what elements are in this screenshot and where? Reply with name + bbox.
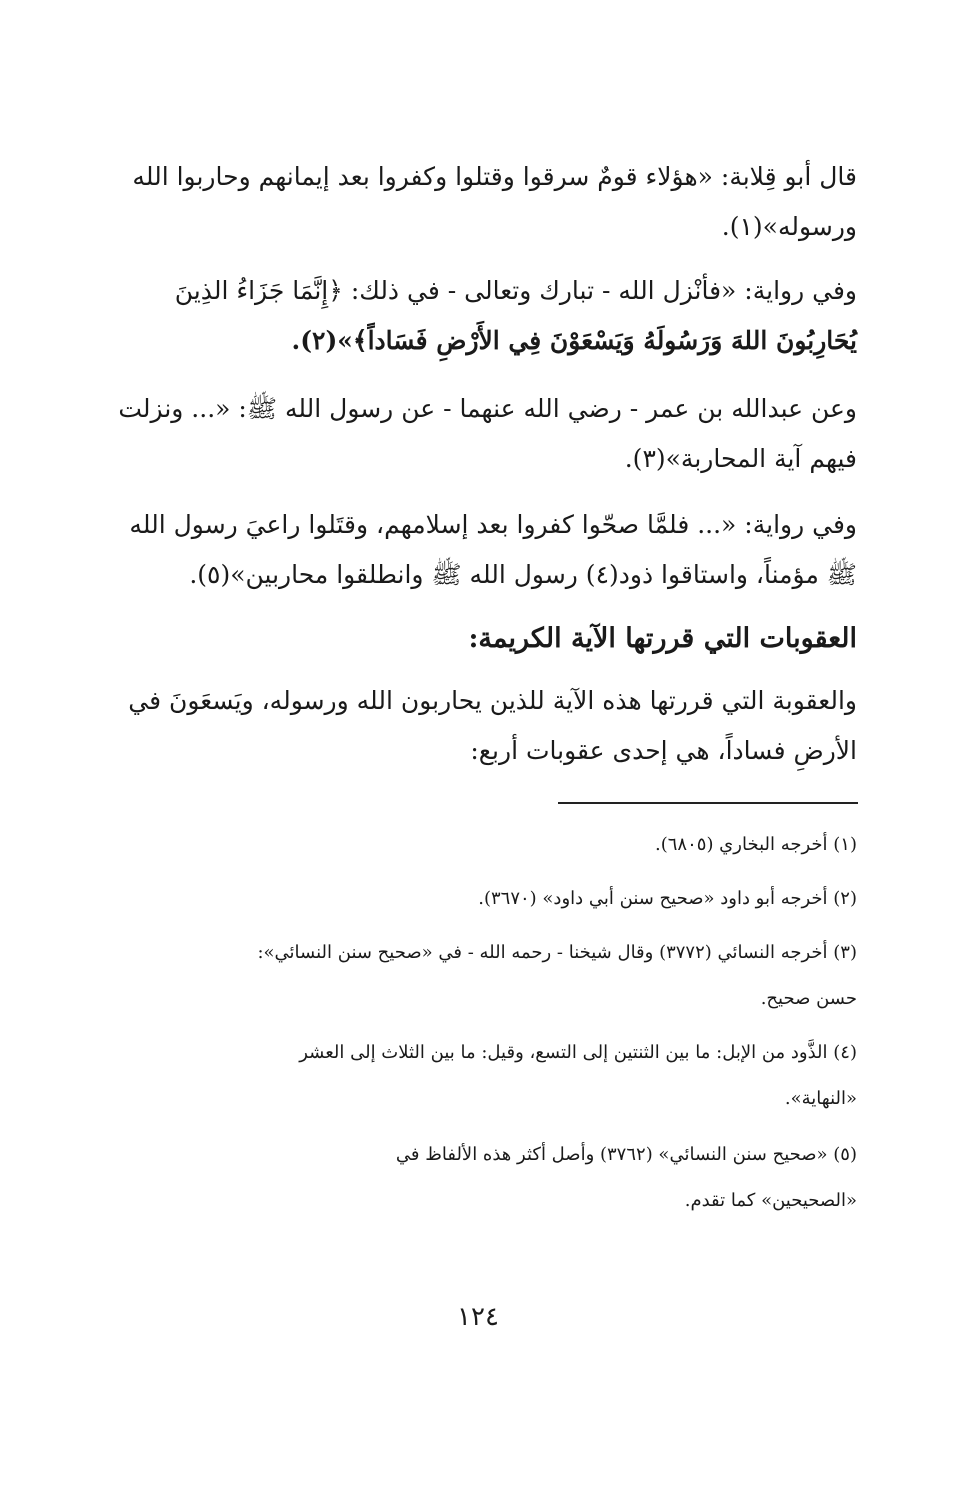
text-line: ﷺ مؤمناً، واستاقوا ذود(٤) رسول الله ﷺ وانطلقوا محاربين»(٥). <box>189 560 857 589</box>
footnote-separator <box>558 802 858 804</box>
paragraph-punishment <box>95 676 857 776</box>
quran-verse-line: يُحَارِبُونَ اللهَ وَرَسُولَهُ وَيَسْعَوْنَ فِي الأَرْضِ فَسَاداً﴾»(٢). <box>291 326 857 355</box>
footnote-line: حسن صحيح. <box>760 988 857 1009</box>
footnote-line: (١) أخرجه البخاري (٦٨٠٥). <box>655 834 857 855</box>
footnote-line: «النهاية». <box>784 1088 857 1109</box>
text-line: قال أبو قِلابة: «هؤلاء قومٌ سرقوا وقتلوا وكفروا بعد إيمانهم وحاربوا الله <box>132 162 857 191</box>
footnote-line: (٣) أخرجه النسائي (٣٧٧٢) وقال شيخنا - رحمه الله - في «صحيح سنن النسائي»: <box>257 942 857 963</box>
paragraph-riwayah-2 <box>95 500 857 600</box>
text-line: فيهم آية المحاربة»(٣). <box>624 444 857 473</box>
footnote-5 <box>95 1132 857 1224</box>
footnote-line: «الصحيحين» كما تقدم. <box>684 1190 857 1211</box>
section-heading: العقوبات التي قررتها الآية الكريمة: <box>468 623 857 654</box>
paragraph-abu-qilabah <box>95 152 857 252</box>
footnote-2 <box>95 876 857 922</box>
text-line: ورسوله»(١). <box>721 212 857 241</box>
text-line: وفي رواية: «فأنْزل الله - تبارك وتعالى - في ذلك: ﴿إِنَّمَا جَزَاءُ الذِينَ <box>174 276 857 305</box>
text-line: والعقوبة التي قررتها هذه الآية للذين يحاربون الله ورسوله، ويَسعَونَ في <box>128 686 857 715</box>
text-line: وفي رواية: «... فلمَّا صحّوا كفروا بعد إسلامهم، وقتَلوا راعيَ رسول الله <box>129 510 857 539</box>
footnote-line: (٥) «صحيح سنن النسائي» (٣٧٦٢) وأصل أكثر هذه الألفاظ في <box>395 1144 857 1165</box>
footnote-line: (٢) أخرجه أبو داود «صحيح سنن أبي داود» (٣٦٧٠). <box>478 888 857 909</box>
footnote-4 <box>95 1030 857 1122</box>
page-number: ١٢٤ <box>457 1302 499 1332</box>
text-line: وعن عبدالله بن عمر - رضي الله عنهما - عن رسول الله ﷺ: «... ونزلت <box>118 394 857 423</box>
paragraph-quran-riwayah <box>95 266 857 366</box>
footnote-line: (٤) الذَّود من الإبل: ما بين الثنتين إلى التسع، وقيل: ما بين الثلاث إلى العشر <box>299 1042 857 1063</box>
footnote-1 <box>95 822 857 868</box>
text-line: الأرضِ فساداً، هي إحدى عقوبات أربع: <box>470 736 857 765</box>
footnote-3 <box>95 930 857 1022</box>
paragraph-ibn-umar <box>95 384 857 484</box>
